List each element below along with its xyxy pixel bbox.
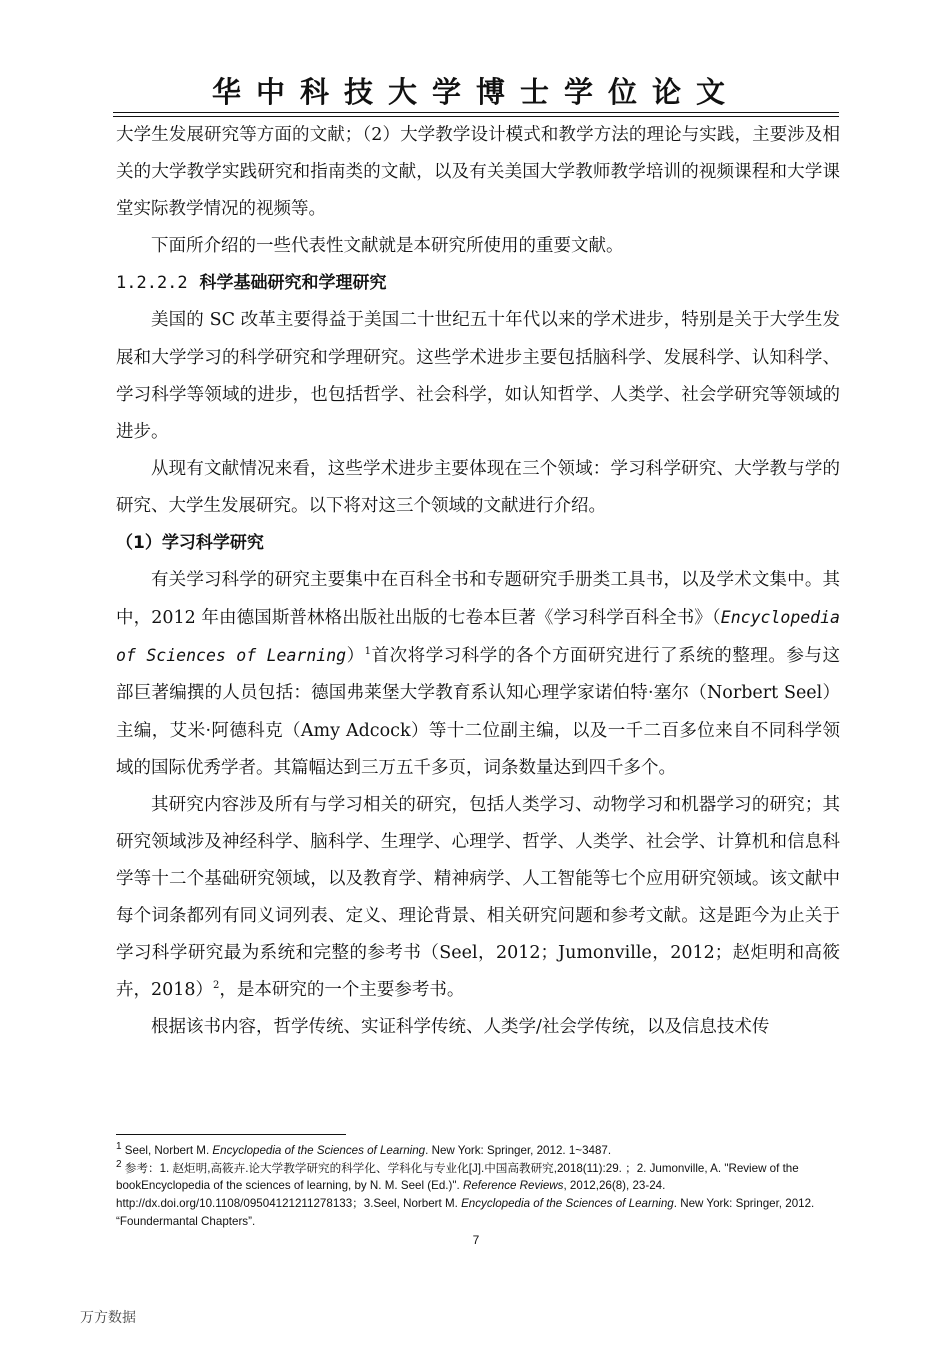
- footnote-ref-2[interactable]: 2: [213, 980, 220, 992]
- footnote-1-text-b: . New York: Springer, 2012. 1~3487.: [425, 1144, 612, 1157]
- footnote-1: [116, 1142, 840, 1160]
- running-header: 华中科技大学博士学位论文: [211, 75, 740, 109]
- paragraph-5-text-b: ）: [346, 646, 365, 667]
- footnote-1-text-a: Seel, Norbert M.: [121, 1144, 213, 1157]
- footnote-ref-1[interactable]: 1: [364, 646, 372, 658]
- paragraph-5: [116, 562, 840, 787]
- body-text: [116, 117, 840, 1046]
- paragraph-7: 根据该书内容，哲学传统、实证科学传统、人类学/社会学传统，以及信息技术传: [151, 1017, 770, 1038]
- footnote-2-mark: 2: [116, 1158, 122, 1170]
- paragraph-3: 美国的 SC 改革主要得益于美国二十世纪五十年代以来的学术进步，特别是关于大学生发展和大学学习的科学研究和学理研究。这些学术进步主要包括脑科学、发展科学、认知科学、学习科学等领域的进步，也包括哲学、社会科学，如认知哲学、人类学、社会学研究等领域的进步。: [116, 310, 840, 442]
- footnote-rule: [116, 1134, 346, 1135]
- paragraph-4: 从现有文献情况来看，这些学术进步主要体现在三个领域：学习科学研究、大学教与学的研究、大学生发展研究。以下将对这三个领域的文献进行介绍。: [116, 458, 840, 516]
- footnote-2-text-c: . New York: Springer, 2012. “Foundermantal Chapters”.: [116, 1197, 815, 1228]
- footnote-2-title: Encyclopedia of the Sciences of Learning: [461, 1197, 674, 1211]
- paragraph-5-text-a: 有关学习科学的研究主要集中在百科全书和专题研究手册类工具书，以及学术文集中。其中，2012 年由德国斯普林格出版社出版的七卷本巨著《学习科学百科全书》（: [116, 570, 840, 629]
- footnote-2-text-b: , 2012,26(8), 23-24. http://dx.doi.org/10.1108/09504121211278133；3.Seel, Norbert M.: [116, 1179, 666, 1211]
- footnotes: [116, 1142, 840, 1231]
- footnote-2-text-a: 参考：1. 赵炬明,高筱卉.论大学教学研究的科学化、学科化与专业化[J].中国高教研究,2018(11):29. ；2. Jumonville, A. "Review of the bookEncyclopedia of the sciences of learning, by N. M. Seel (Ed.)".: [116, 1161, 799, 1193]
- paragraph-6: [116, 787, 840, 1010]
- footnote-1-mark: 1: [116, 1141, 122, 1153]
- paragraph-6-text-b: ，是本研究的一个主要参考书。: [219, 980, 465, 1001]
- footnote-2-journal: Reference Reviews: [462, 1179, 564, 1193]
- paragraph-5-text-c: 首次将学习科学的各个方面研究进行了系统的整理。参与这部巨著编撰的人员包括：德国弗莱堡大学教育系认知心理学家诺伯特·塞尔（Norbert Seel）主编，艾米·阿德科克（Amy Adcock）等十二位副主编，以及一千二百多位来自不同科学领域的国际优秀学者。其篇幅达到三万五千多页，词条数量达到四千多个。: [116, 646, 841, 778]
- page-number: 7: [472, 1233, 480, 1247]
- section-title: 科学基础研究和学理研究: [199, 273, 387, 294]
- paragraph-2: 下面所介绍的一些代表性文献就是本研究所使用的重要文献。: [151, 236, 624, 257]
- section-number: 1.2.2.2: [116, 273, 188, 294]
- footnote-2: [116, 1160, 840, 1231]
- section-heading: [116, 265, 840, 302]
- book-title-italic: Encyclopedia of Sciences of Learning: [116, 608, 840, 666]
- watermark: 万方数据: [80, 1310, 136, 1326]
- footnote-1-title: Encyclopedia of the Sciences of Learning: [212, 1144, 426, 1157]
- paragraph-1: 大学生发展研究等方面的文献；（2）大学教学设计模式和教学方法的理论与实践，主要涉及相关的大学教学实践研究和指南类的文献，以及有关美国大学教师教学培训的视频课程和大学课堂实际教学情况的视频等。: [116, 125, 840, 220]
- subsection-heading: （1）学习科学研究: [116, 533, 264, 554]
- header-rule-thick: [113, 112, 839, 113]
- paragraph-6-text-a: 其研究内容涉及所有与学习相关的研究，包括人类学习、动物学习和机器学习的研究；其研究领域涉及神经科学、脑科学、生理学、心理学、哲学、人类学、社会学、计算机和信息科学等十二个基础研究领域，以及教育学、精神病学、人工智能等七个应用研究领域。该文献中每个词条都列有同义词列表、定义、理论背景、相关研究问题和参考文献。这是距今为止关于学习科学研究最为系统和完整的参考书（Seel，2012；Jumonville，2012；赵炬明和高筱卉，2018）: [116, 794, 840, 1001]
